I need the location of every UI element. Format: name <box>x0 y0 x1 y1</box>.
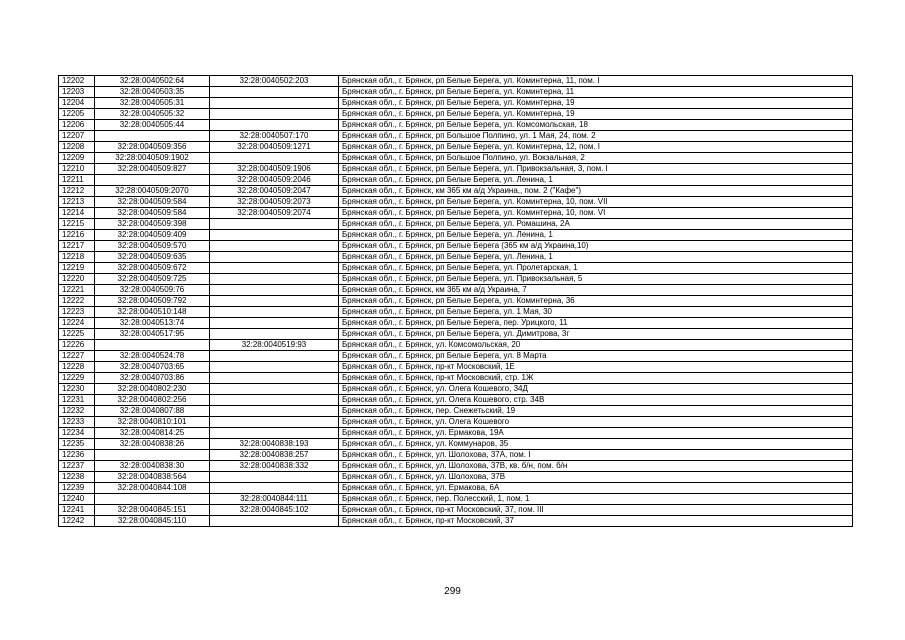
cadastral-number-cell: 32:28:0040838:564 <box>95 472 210 483</box>
cadastral-number-cell: 32:28:0040703:65 <box>95 362 210 373</box>
row-number-cell: 12223 <box>59 307 95 318</box>
address-cell: Брянская обл., г. Брянск, ул. Ермакова, 6А <box>339 483 853 494</box>
page-number: 299 <box>444 586 461 597</box>
table-body <box>59 76 853 527</box>
table-row <box>59 87 853 98</box>
table-row <box>59 208 853 219</box>
row-number-cell: 12232 <box>59 406 95 417</box>
records-table <box>58 75 853 527</box>
table-row <box>59 428 853 439</box>
address-cell: Брянская обл., г. Брянск, рп Белые Берега, пер. Урицкого, 11 <box>339 318 853 329</box>
building-cadastral-number-cell <box>210 252 339 263</box>
row-number-cell: 12227 <box>59 351 95 362</box>
table-row <box>59 494 853 505</box>
row-number-cell: 12216 <box>59 230 95 241</box>
row-number-cell: 12222 <box>59 296 95 307</box>
table-row <box>59 153 853 164</box>
building-cadastral-number-cell <box>210 483 339 494</box>
table-row <box>59 109 853 120</box>
address-cell: Брянская обл., г. Брянск, пер. Полесский, 1, пом. 1 <box>339 494 853 505</box>
cadastral-number-cell: 32:28:0040810:101 <box>95 417 210 428</box>
table-row <box>59 76 853 87</box>
building-cadastral-number-cell <box>210 417 339 428</box>
table-row <box>59 263 853 274</box>
row-number-cell: 12212 <box>59 186 95 197</box>
cadastral-number-cell <box>95 175 210 186</box>
cadastral-number-cell: 32:28:0040509:76 <box>95 285 210 296</box>
row-number-cell: 12221 <box>59 285 95 296</box>
row-number-cell: 12207 <box>59 131 95 142</box>
cadastral-number-cell: 32:28:0040509:398 <box>95 219 210 230</box>
cadastral-number-cell <box>95 131 210 142</box>
row-number-cell: 12202 <box>59 76 95 87</box>
building-cadastral-number-cell <box>210 263 339 274</box>
address-cell: Брянская обл., г. Брянск, рп Большое Полпино, ул. 1 Мая, 24, пом. 2 <box>339 131 853 142</box>
cadastral-number-cell <box>95 494 210 505</box>
building-cadastral-number-cell <box>210 153 339 164</box>
building-cadastral-number-cell: 32:28:0040507:170 <box>210 131 339 142</box>
table-row <box>59 164 853 175</box>
table-row <box>59 285 853 296</box>
cadastral-number-cell: 32:28:0040505:31 <box>95 98 210 109</box>
row-number-cell: 12231 <box>59 395 95 406</box>
table-row <box>59 142 853 153</box>
building-cadastral-number-cell <box>210 241 339 252</box>
address-cell: Брянская обл., г. Брянск, ул. Олега Кошевого <box>339 417 853 428</box>
address-cell: Брянская обл., г. Брянск, рп Белые Берега, ул. Ленина, 1 <box>339 252 853 263</box>
cadastral-number-cell: 32:28:0040814:25 <box>95 428 210 439</box>
building-cadastral-number-cell <box>210 230 339 241</box>
address-cell: Брянская обл., г. Брянск, рп Белые Берега, ул. Ленина, 1 <box>339 175 853 186</box>
cadastral-number-cell: 32:28:0040509:792 <box>95 296 210 307</box>
address-cell: Брянская обл., г. Брянск, рп Белые Берега, ул. Коминтерна, 11 <box>339 87 853 98</box>
building-cadastral-number-cell: 32:28:0040509:2074 <box>210 208 339 219</box>
table-row <box>59 318 853 329</box>
address-cell: Брянская обл., г. Брянск, рп Белые Берега, ул. Привокзальная, 5 <box>339 274 853 285</box>
table-row <box>59 186 853 197</box>
address-cell: Брянская обл., г. Брянск, рп Белые Берега, ул. 1 Мая, 30 <box>339 307 853 318</box>
building-cadastral-number-cell: 32:28:0040509:1271 <box>210 142 339 153</box>
row-number-cell: 12229 <box>59 373 95 384</box>
cadastral-number-cell: 32:28:0040509:2070 <box>95 186 210 197</box>
cadastral-number-cell: 32:28:0040845:110 <box>95 516 210 527</box>
building-cadastral-number-cell <box>210 329 339 340</box>
building-cadastral-number-cell: 32:28:0040502:203 <box>210 76 339 87</box>
address-cell: Брянская обл., г. Брянск, рп Белые Берега, ул. Пролетарская, 1 <box>339 263 853 274</box>
row-number-cell: 12220 <box>59 274 95 285</box>
cadastral-number-cell: 32:28:0040517:95 <box>95 329 210 340</box>
address-cell: Брянская обл., г. Брянск, рп Белые Берега, ул. 8 Марта <box>339 351 853 362</box>
address-cell: Брянская обл., г. Брянск, рп Белые Берега, ул. Коминтерна, 36 <box>339 296 853 307</box>
table-row <box>59 417 853 428</box>
cadastral-number-cell: 32:28:0040509:584 <box>95 208 210 219</box>
address-cell: Брянская обл., г. Брянск, рп Белые Берега, ул. Ленина, 1 <box>339 230 853 241</box>
row-number-cell: 12241 <box>59 505 95 516</box>
row-number-cell: 12233 <box>59 417 95 428</box>
table-row <box>59 296 853 307</box>
address-cell: Брянская обл., г. Брянск, ул. Шолохова, 37В, кв. б/н, пом. б/н <box>339 461 853 472</box>
row-number-cell: 12213 <box>59 197 95 208</box>
cadastral-number-cell: 32:28:0040802:256 <box>95 395 210 406</box>
address-cell: Брянская обл., г. Брянск, рп Белые Берега, ул. Привокзальная, 3, пом. I <box>339 164 853 175</box>
building-cadastral-number-cell: 32:28:0040509:2047 <box>210 186 339 197</box>
row-number-cell: 12225 <box>59 329 95 340</box>
building-cadastral-number-cell <box>210 285 339 296</box>
building-cadastral-number-cell <box>210 351 339 362</box>
table-row <box>59 505 853 516</box>
building-cadastral-number-cell <box>210 373 339 384</box>
building-cadastral-number-cell: 32:28:0040509:2073 <box>210 197 339 208</box>
address-cell: Брянская обл., г. Брянск, рп Белые Берега, ул. Комсомольская, 18 <box>339 120 853 131</box>
table-row <box>59 241 853 252</box>
table-row <box>59 472 853 483</box>
table-row <box>59 483 853 494</box>
address-cell: Брянская обл., г. Брянск, рп Белые Берега, ул. Коминтерна, 10, пом. VII <box>339 197 853 208</box>
address-cell: Брянская обл., г. Брянск, пр-кт Московский, 37 <box>339 516 853 527</box>
building-cadastral-number-cell <box>210 87 339 98</box>
cadastral-number-cell: 32:28:0040509:827 <box>95 164 210 175</box>
table-row <box>59 230 853 241</box>
building-cadastral-number-cell: 32:28:0040838:332 <box>210 461 339 472</box>
address-cell: Брянская обл., г. Брянск, пр-кт Московский, стр. 1Ж <box>339 373 853 384</box>
building-cadastral-number-cell: 32:28:0040509:1906 <box>210 164 339 175</box>
building-cadastral-number-cell: 32:28:0040509:2046 <box>210 175 339 186</box>
cadastral-number-cell: 32:28:0040509:1902 <box>95 153 210 164</box>
building-cadastral-number-cell <box>210 395 339 406</box>
address-cell: Брянская обл., г. Брянск, пер. Снежетьский, 19 <box>339 406 853 417</box>
table-row <box>59 516 853 527</box>
table-row <box>59 461 853 472</box>
address-cell: Брянская обл., г. Брянск, пр-кт Московский, 1Е <box>339 362 853 373</box>
cadastral-number-cell: 32:28:0040510:148 <box>95 307 210 318</box>
cadastral-number-cell: 32:28:0040509:570 <box>95 241 210 252</box>
building-cadastral-number-cell <box>210 406 339 417</box>
cadastral-number-cell: 32:28:0040509:725 <box>95 274 210 285</box>
row-number-cell: 12203 <box>59 87 95 98</box>
cadastral-number-cell: 32:28:0040509:409 <box>95 230 210 241</box>
table-row <box>59 131 853 142</box>
cadastral-number-cell: 32:28:0040838:26 <box>95 439 210 450</box>
cadastral-number-cell: 32:28:0040845:151 <box>95 505 210 516</box>
building-cadastral-number-cell <box>210 109 339 120</box>
building-cadastral-number-cell <box>210 219 339 230</box>
cadastral-number-cell: 32:28:0040524:78 <box>95 351 210 362</box>
building-cadastral-number-cell: 32:28:0040838:193 <box>210 439 339 450</box>
cadastral-number-cell: 32:28:0040802:230 <box>95 384 210 395</box>
row-number-cell: 12219 <box>59 263 95 274</box>
row-number-cell: 12238 <box>59 472 95 483</box>
cadastral-number-cell: 32:28:0040509:672 <box>95 263 210 274</box>
address-cell: Брянская обл., г. Брянск, рп Белые Берега, ул. Коминтерна, 19 <box>339 109 853 120</box>
row-number-cell: 12206 <box>59 120 95 131</box>
address-cell: Брянская обл., г. Брянск, км 365 км а/д Украина,, пом. 2 ("Кафе") <box>339 186 853 197</box>
table-row <box>59 406 853 417</box>
row-number-cell: 12230 <box>59 384 95 395</box>
table-row <box>59 98 853 109</box>
cadastral-number-cell: 32:28:0040807:88 <box>95 406 210 417</box>
cadastral-number-cell: 32:28:0040509:356 <box>95 142 210 153</box>
row-number-cell: 12217 <box>59 241 95 252</box>
address-cell: Брянская обл., г. Брянск, рп Белые Берега, ул. Ромашина, 2А <box>339 219 853 230</box>
table-row <box>59 373 853 384</box>
building-cadastral-number-cell: 32:28:0040519:93 <box>210 340 339 351</box>
building-cadastral-number-cell <box>210 362 339 373</box>
address-cell: Брянская обл., г. Брянск, ул. Шолохова, 37В <box>339 472 853 483</box>
building-cadastral-number-cell <box>210 274 339 285</box>
address-cell: Брянская обл., г. Брянск, ул. Ермакова, 19А <box>339 428 853 439</box>
building-cadastral-number-cell <box>210 472 339 483</box>
address-cell: Брянская обл., г. Брянск, ул. Олега Кошевого, стр. 34В <box>339 395 853 406</box>
row-number-cell: 12209 <box>59 153 95 164</box>
building-cadastral-number-cell <box>210 384 339 395</box>
address-cell: Брянская обл., г. Брянск, рп Белые Берега, ул. Коминтерна, 12, пом. I <box>339 142 853 153</box>
row-number-cell: 12211 <box>59 175 95 186</box>
cadastral-number-cell: 32:28:0040505:44 <box>95 120 210 131</box>
building-cadastral-number-cell <box>210 428 339 439</box>
table-row <box>59 340 853 351</box>
address-cell: Брянская обл., г. Брянск, ул. Коммунаров, 35 <box>339 439 853 450</box>
cadastral-number-cell: 32:28:0040509:635 <box>95 252 210 263</box>
row-number-cell: 12204 <box>59 98 95 109</box>
cadastral-number-cell: 32:28:0040703:86 <box>95 373 210 384</box>
address-cell: Брянская обл., г. Брянск, пр-кт Московский, 37, пом. III <box>339 505 853 516</box>
row-number-cell: 12215 <box>59 219 95 230</box>
address-cell: Брянская обл., г. Брянск, рп Белые Берега, ул. Димитрова, 3г <box>339 329 853 340</box>
building-cadastral-number-cell <box>210 307 339 318</box>
table-row <box>59 252 853 263</box>
building-cadastral-number-cell: 32:28:0040844:111 <box>210 494 339 505</box>
row-number-cell: 12240 <box>59 494 95 505</box>
cadastral-number-cell: 32:28:0040513:74 <box>95 318 210 329</box>
table-row <box>59 329 853 340</box>
row-number-cell: 12234 <box>59 428 95 439</box>
table-row <box>59 175 853 186</box>
row-number-cell: 12242 <box>59 516 95 527</box>
table-row <box>59 362 853 373</box>
building-cadastral-number-cell <box>210 516 339 527</box>
row-number-cell: 12210 <box>59 164 95 175</box>
address-cell: Брянская обл., г. Брянск, рп Белые Берега, ул. Коминтерна, 10, пом. VI <box>339 208 853 219</box>
cadastral-number-cell: 32:28:0040502:64 <box>95 76 210 87</box>
cadastral-number-cell: 32:28:0040503:35 <box>95 87 210 98</box>
table-row <box>59 219 853 230</box>
cadastral-number-cell: 32:28:0040838:30 <box>95 461 210 472</box>
row-number-cell: 12237 <box>59 461 95 472</box>
row-number-cell: 12224 <box>59 318 95 329</box>
cadastral-number-cell <box>95 340 210 351</box>
table-row <box>59 274 853 285</box>
address-cell: Брянская обл., г. Брянск, ул. Шолохова, 37А, пом. I <box>339 450 853 461</box>
address-cell: Брянская обл., г. Брянск, км 365 км а/д Украина, 7 <box>339 285 853 296</box>
row-number-cell: 12235 <box>59 439 95 450</box>
address-cell: Брянская обл., г. Брянск, рп Белые Берега, ул. Коминтерна, 19 <box>339 98 853 109</box>
row-number-cell: 12236 <box>59 450 95 461</box>
address-cell: Брянская обл., г. Брянск, рп Белые Берега (365 км а/д Украина,10) <box>339 241 853 252</box>
table-row <box>59 450 853 461</box>
table-row <box>59 197 853 208</box>
table-row <box>59 307 853 318</box>
row-number-cell: 12218 <box>59 252 95 263</box>
table-row <box>59 351 853 362</box>
address-cell: Брянская обл., г. Брянск, ул. Комсомольская, 20 <box>339 340 853 351</box>
address-cell: Брянская обл., г. Брянск, ул. Олега Кошевого, 34Д <box>339 384 853 395</box>
address-cell: Брянская обл., г. Брянск, рп Большое Полпино, ул. Вокзальная, 2 <box>339 153 853 164</box>
building-cadastral-number-cell <box>210 98 339 109</box>
cadastral-number-cell <box>95 450 210 461</box>
building-cadastral-number-cell: 32:28:0040838:257 <box>210 450 339 461</box>
table-row <box>59 384 853 395</box>
cadastral-number-cell: 32:28:0040844:108 <box>95 483 210 494</box>
building-cadastral-number-cell <box>210 296 339 307</box>
table-row <box>59 120 853 131</box>
table-row <box>59 395 853 406</box>
cadastral-number-cell: 32:28:0040509:584 <box>95 197 210 208</box>
address-cell: Брянская обл., г. Брянск, рп Белые Берега, ул. Коминтерна, 11, пом. I <box>339 76 853 87</box>
row-number-cell: 12228 <box>59 362 95 373</box>
row-number-cell: 12208 <box>59 142 95 153</box>
row-number-cell: 12239 <box>59 483 95 494</box>
cadastral-number-cell: 32:28:0040505:32 <box>95 109 210 120</box>
table-row <box>59 439 853 450</box>
row-number-cell: 12226 <box>59 340 95 351</box>
building-cadastral-number-cell: 32:28:0040845:102 <box>210 505 339 516</box>
building-cadastral-number-cell <box>210 120 339 131</box>
row-number-cell: 12205 <box>59 109 95 120</box>
row-number-cell: 12214 <box>59 208 95 219</box>
building-cadastral-number-cell <box>210 318 339 329</box>
